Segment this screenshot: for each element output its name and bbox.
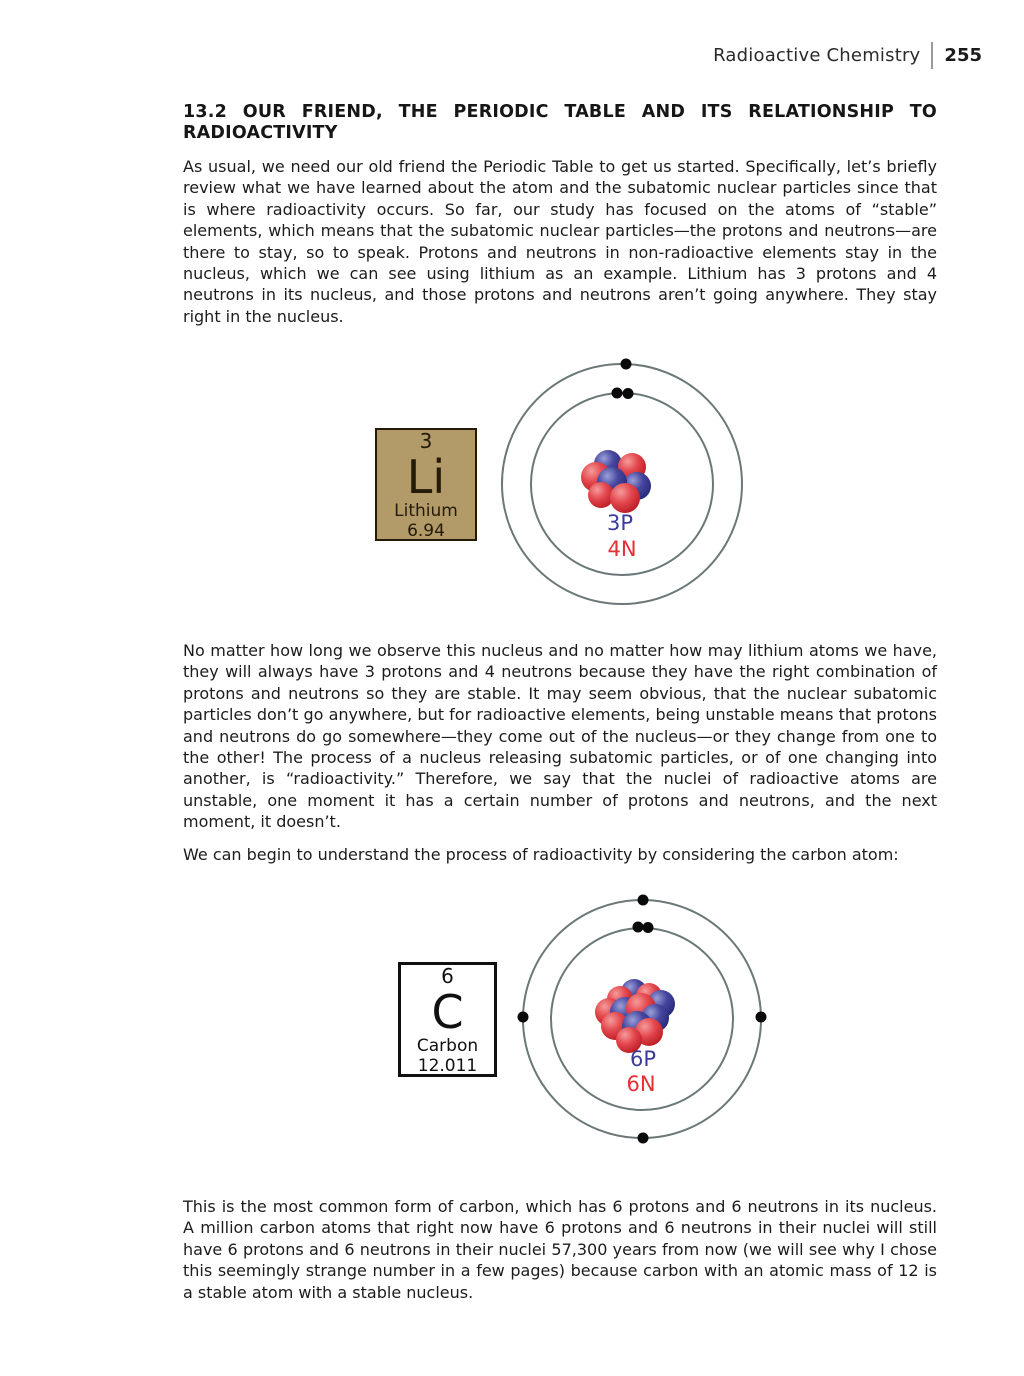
header-divider bbox=[931, 42, 933, 69]
nucleus bbox=[581, 450, 651, 513]
paragraph-carbon-lead-in: We can begin to understand the process of radioactivity by considering the carbon atom: bbox=[183, 845, 899, 864]
paragraph-intro: As usual, we need our old friend the Periodic Table to get us started. Specifically, let’s briefly review what we have learned about the atom and the subatomic nuclear particles since that is where radioactivity occurs. So far, our study has focused on the atoms of “stable” elements, which means that the subatomic nuclear particles—the protons and neutrons—are there to stay, so to speak. Protons and neutrons in non-radioactive elements stay in the nucleus, which we can see using lithium as an example. Lithium has 3 protons and 4 neutrons in its nucleus, and those protons and neutrons aren’t going anywhere. They stay right in the nucleus. bbox=[183, 157, 937, 326]
element-symbol: Li bbox=[406, 449, 446, 504]
proton-count-label: 6P bbox=[629, 1047, 657, 1071]
neutron-count-label: 4N bbox=[607, 537, 637, 561]
atomic-mass: 12.011 bbox=[417, 1055, 478, 1076]
element-name: Carbon bbox=[416, 1035, 479, 1056]
atomic-number: 3 bbox=[419, 428, 433, 453]
section-heading: 13.2 OUR FRIEND, THE PERIODIC TABLE AND ITS RELATIONSHIP TO RADIOACTIVITY bbox=[183, 102, 937, 143]
electron-dot bbox=[612, 388, 623, 399]
electron-dot bbox=[623, 388, 634, 399]
proton-count-label: 3P bbox=[606, 511, 634, 535]
carbon-element-tile bbox=[398, 962, 497, 1077]
element-name: Lithium bbox=[394, 500, 458, 521]
electron-dot bbox=[643, 922, 654, 933]
electron-dot bbox=[638, 895, 649, 906]
lithium-element-tile bbox=[375, 428, 477, 541]
electron-dot bbox=[756, 1012, 767, 1023]
lithium-atom-figure bbox=[370, 350, 762, 622]
electron-dot bbox=[621, 359, 632, 370]
nucleus bbox=[595, 979, 675, 1053]
paragraph-stability: No matter how long we observe this nucleus and no matter how may lithium atoms we have, they will always have 3 protons and 4 neutrons because they have the right combination of protons and neutrons so they are stable. It may seem obvious, that the nuclear subatomic particles don’t go anywhere, but for radioactive elements, being unstable means that protons and neutrons do go somewhere—they come out of the nucleus—or they change from one to the other! The process of a nucleus releasing subatomic particles, or of one changing into another, is “radioactivity.” Therefore, we say that the nuclei of radioactive atoms are unstable, one moment it has a certain number of protons and neutrons, and the next moment, it doesn’t. bbox=[183, 641, 937, 832]
paragraph-carbon-stability: This is the most common form of carbon, which has 6 protons and 6 neutrons in its nucleus. A million carbon atoms that right now have 6 protons and 6 neutrons in their nuclei will still have 6 protons and 6 neutrons in their nuclei 57,300 years from now (we will see why I chose this seemingly strange number in a few pages) because carbon with an atomic mass of 12 is a stable atom with a stable nucleus. bbox=[183, 1197, 937, 1302]
atomic-mass: 6.94 bbox=[407, 520, 445, 541]
electron-dot bbox=[633, 922, 644, 933]
atomic-number: 6 bbox=[441, 963, 454, 988]
electron-dot bbox=[518, 1012, 529, 1023]
page-header bbox=[713, 42, 982, 69]
electron-dot bbox=[638, 1133, 649, 1144]
neutron-count-label: 6N bbox=[626, 1072, 656, 1096]
running-title: Radioactive Chemistry bbox=[713, 45, 921, 66]
page-number: 255 bbox=[944, 45, 982, 66]
element-symbol: C bbox=[431, 984, 464, 1039]
carbon-atom-figure bbox=[390, 885, 782, 1157]
